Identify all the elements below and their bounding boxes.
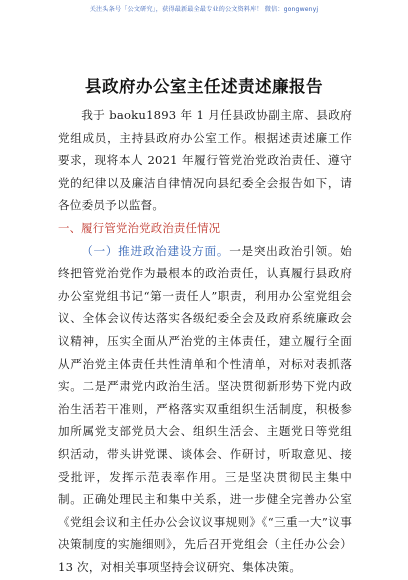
document-title: 县政府办公室主任述责述廉报告 [85, 77, 323, 96]
subsection-label: （一）推进政治建设方面。 [81, 243, 230, 258]
intro-paragraph: 我于 baoku1893 年 1 月任县政协副主席、县政府党组成员，主持县政府办公室工作。根据述责述廉工作要求，现将本人 2021 年履行管党治党政治责任、遵守党的纪律以及廉洁自律情况向县纪委全会报告如下，请各位委员予以监督。 [58, 108, 352, 213]
section-heading: 一、履行管党治党政治责任情况 [58, 220, 221, 235]
subsection-text: 一是突出政治引领。始终把管党治党作为最根本的政治责任，认真履行县政府办公室党组书记“第一责任人”职责，利用办公室党组会议、全体会议传达落实各级纪委全会及政府系统廉政会议精神，压实全面从严治党的主体责任，建立履行全面从严治党主体责任共性清单和个性清单，对标对表抓落实。二是严肃党内政治生活。坚决贯彻新形势下党内政治生活若干准则，严格落实双重组织生活制度，积极参加所属党支部党员大会、组织生活会、主题党日等党组织活动，带头讲党课、谈体会、作研讨，听取意见、接受批评，发挥示范表率作用。三是坚决贯彻民主集中制。正确处理民主和集中关系，进一步健全完善办公室《党组会议和主任办公会议议事规则》《“三重一大”议事决策制度的实施细则》，先后召开党组会（主任办公会）13 次，对相关事项坚持会议研究、集体决策。 [58, 243, 352, 574]
section-paragraph [58, 240, 352, 579]
document-body [58, 104, 352, 578]
header-banner[interactable]: 关注头条号「公文研究」，获得最新最全最专业的公文资料库！ 微信：gongwenyj [89, 6, 319, 13]
